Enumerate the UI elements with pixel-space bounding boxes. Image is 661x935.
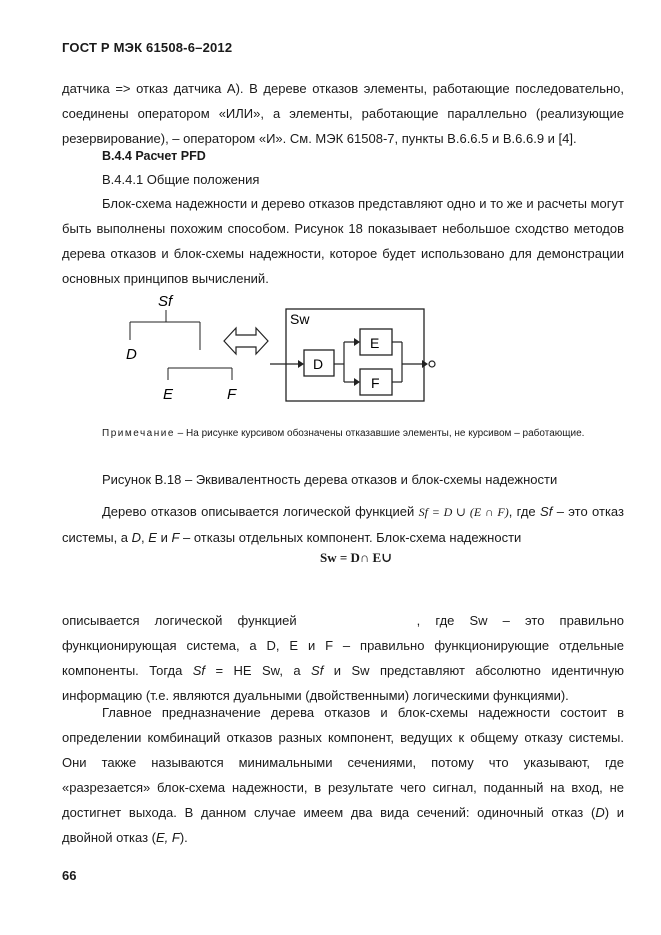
rbd-output-node-icon — [429, 361, 435, 367]
rbd-label: Sw — [290, 311, 310, 327]
paragraph-4-text: описывается логической функцией , где Sw – это правильно функционирующая система, а D, E и F – правильно функционирующие отдельные компоненты. Тогда Sf = НЕ Sw, а Sf и Sw представляют абсолютно идентичную информацию (т.е. являются дуальными (двойственными) логическими функциями). — [62, 613, 625, 703]
paragraph-5-text: Главное предназначение дерева отказов и блок-схемы надежности состоит в определении комбинаций отказов разных компонент, ведущих к общему отказу системы. Они также называются минимальными сечениями, потому что указывают, где «разрезается» блок-схема надежности, в результате чего сигнал, поданный на вход, не достигнет выхода. В данном случае имеем два вида сечений: одиночный отказ (D) и двойной отказ (E, F). — [62, 705, 625, 845]
rbd-f-arrow-icon — [354, 378, 360, 386]
fault-tree — [126, 293, 237, 403]
rbd-formula: Sw = D∩ E∪ — [320, 550, 393, 565]
rbd-output-arrow-icon — [422, 360, 428, 368]
paragraph-1 — [62, 76, 624, 151]
note-label: Примечание — [102, 428, 175, 439]
section-heading: B.4.4 Расчет PFD — [102, 149, 206, 163]
tree-d-label: D — [126, 346, 137, 363]
block-e-label: E — [370, 335, 380, 351]
note-text: – На рисунке курсивом обозначены отказавшие элементы, не курсивом – работающие. — [174, 428, 585, 439]
paragraph-3-text: Дерево отказов описывается логической функцией Sf = D ∪ (E ∩ F), где Sf – это отказ системы, а D, E и F – отказы отдельных компонент. Блок-схема надежности — [62, 504, 624, 545]
paragraph-5 — [62, 700, 624, 850]
block-d-label: D — [313, 356, 324, 372]
rbd-e-arrow-icon — [354, 338, 360, 346]
figure-b18 — [110, 282, 450, 412]
figure-caption: Рисунок B.18 – Эквивалентность дерева отказов и блок-схемы надежности — [102, 472, 558, 487]
rbd-input-arrow-icon — [298, 360, 304, 368]
subsection-heading: B.4.4.1 Общие положения — [102, 172, 260, 187]
tree-f-label: F — [227, 386, 237, 403]
block-f-label: F — [371, 375, 380, 391]
paragraph-2 — [62, 191, 624, 291]
document-header: ГОСТ Р МЭК 61508-6–2012 — [62, 40, 233, 55]
paragraph-2-text: Блок-схема надежности и дерево отказов представляют одно и то же и расчеты могут быть выполнены похожим способом. Рисунок 18 показывает небольшое сходство методов дерева отказов и блок-схемы надежности, которое будет использовано для демонстрации основных принципов вычислений. — [62, 196, 624, 286]
figure-note — [102, 426, 624, 442]
tree-e-label: E — [163, 386, 174, 403]
fault-tree-formula: Sf = D ∪ (E ∩ F) — [418, 505, 509, 519]
page-number: 66 — [62, 868, 77, 883]
equivalence-arrow-icon — [224, 328, 268, 354]
paragraph-1-text: датчика => отказ датчика A). В дереве отказов элементы, работающие последовательно, соединены оператором «ИЛИ», а элементы, работающие параллельно (реализующие резервирование), – оператором «И». См. МЭК 61508-7, пункты B.6.6.5 и B.6.6.9 и [4]. — [62, 81, 624, 146]
paragraph-3 — [62, 499, 624, 550]
reliability-block-diagram — [270, 309, 435, 401]
paragraph-4 — [62, 608, 624, 708]
tree-top-label: Sf — [158, 293, 173, 310]
